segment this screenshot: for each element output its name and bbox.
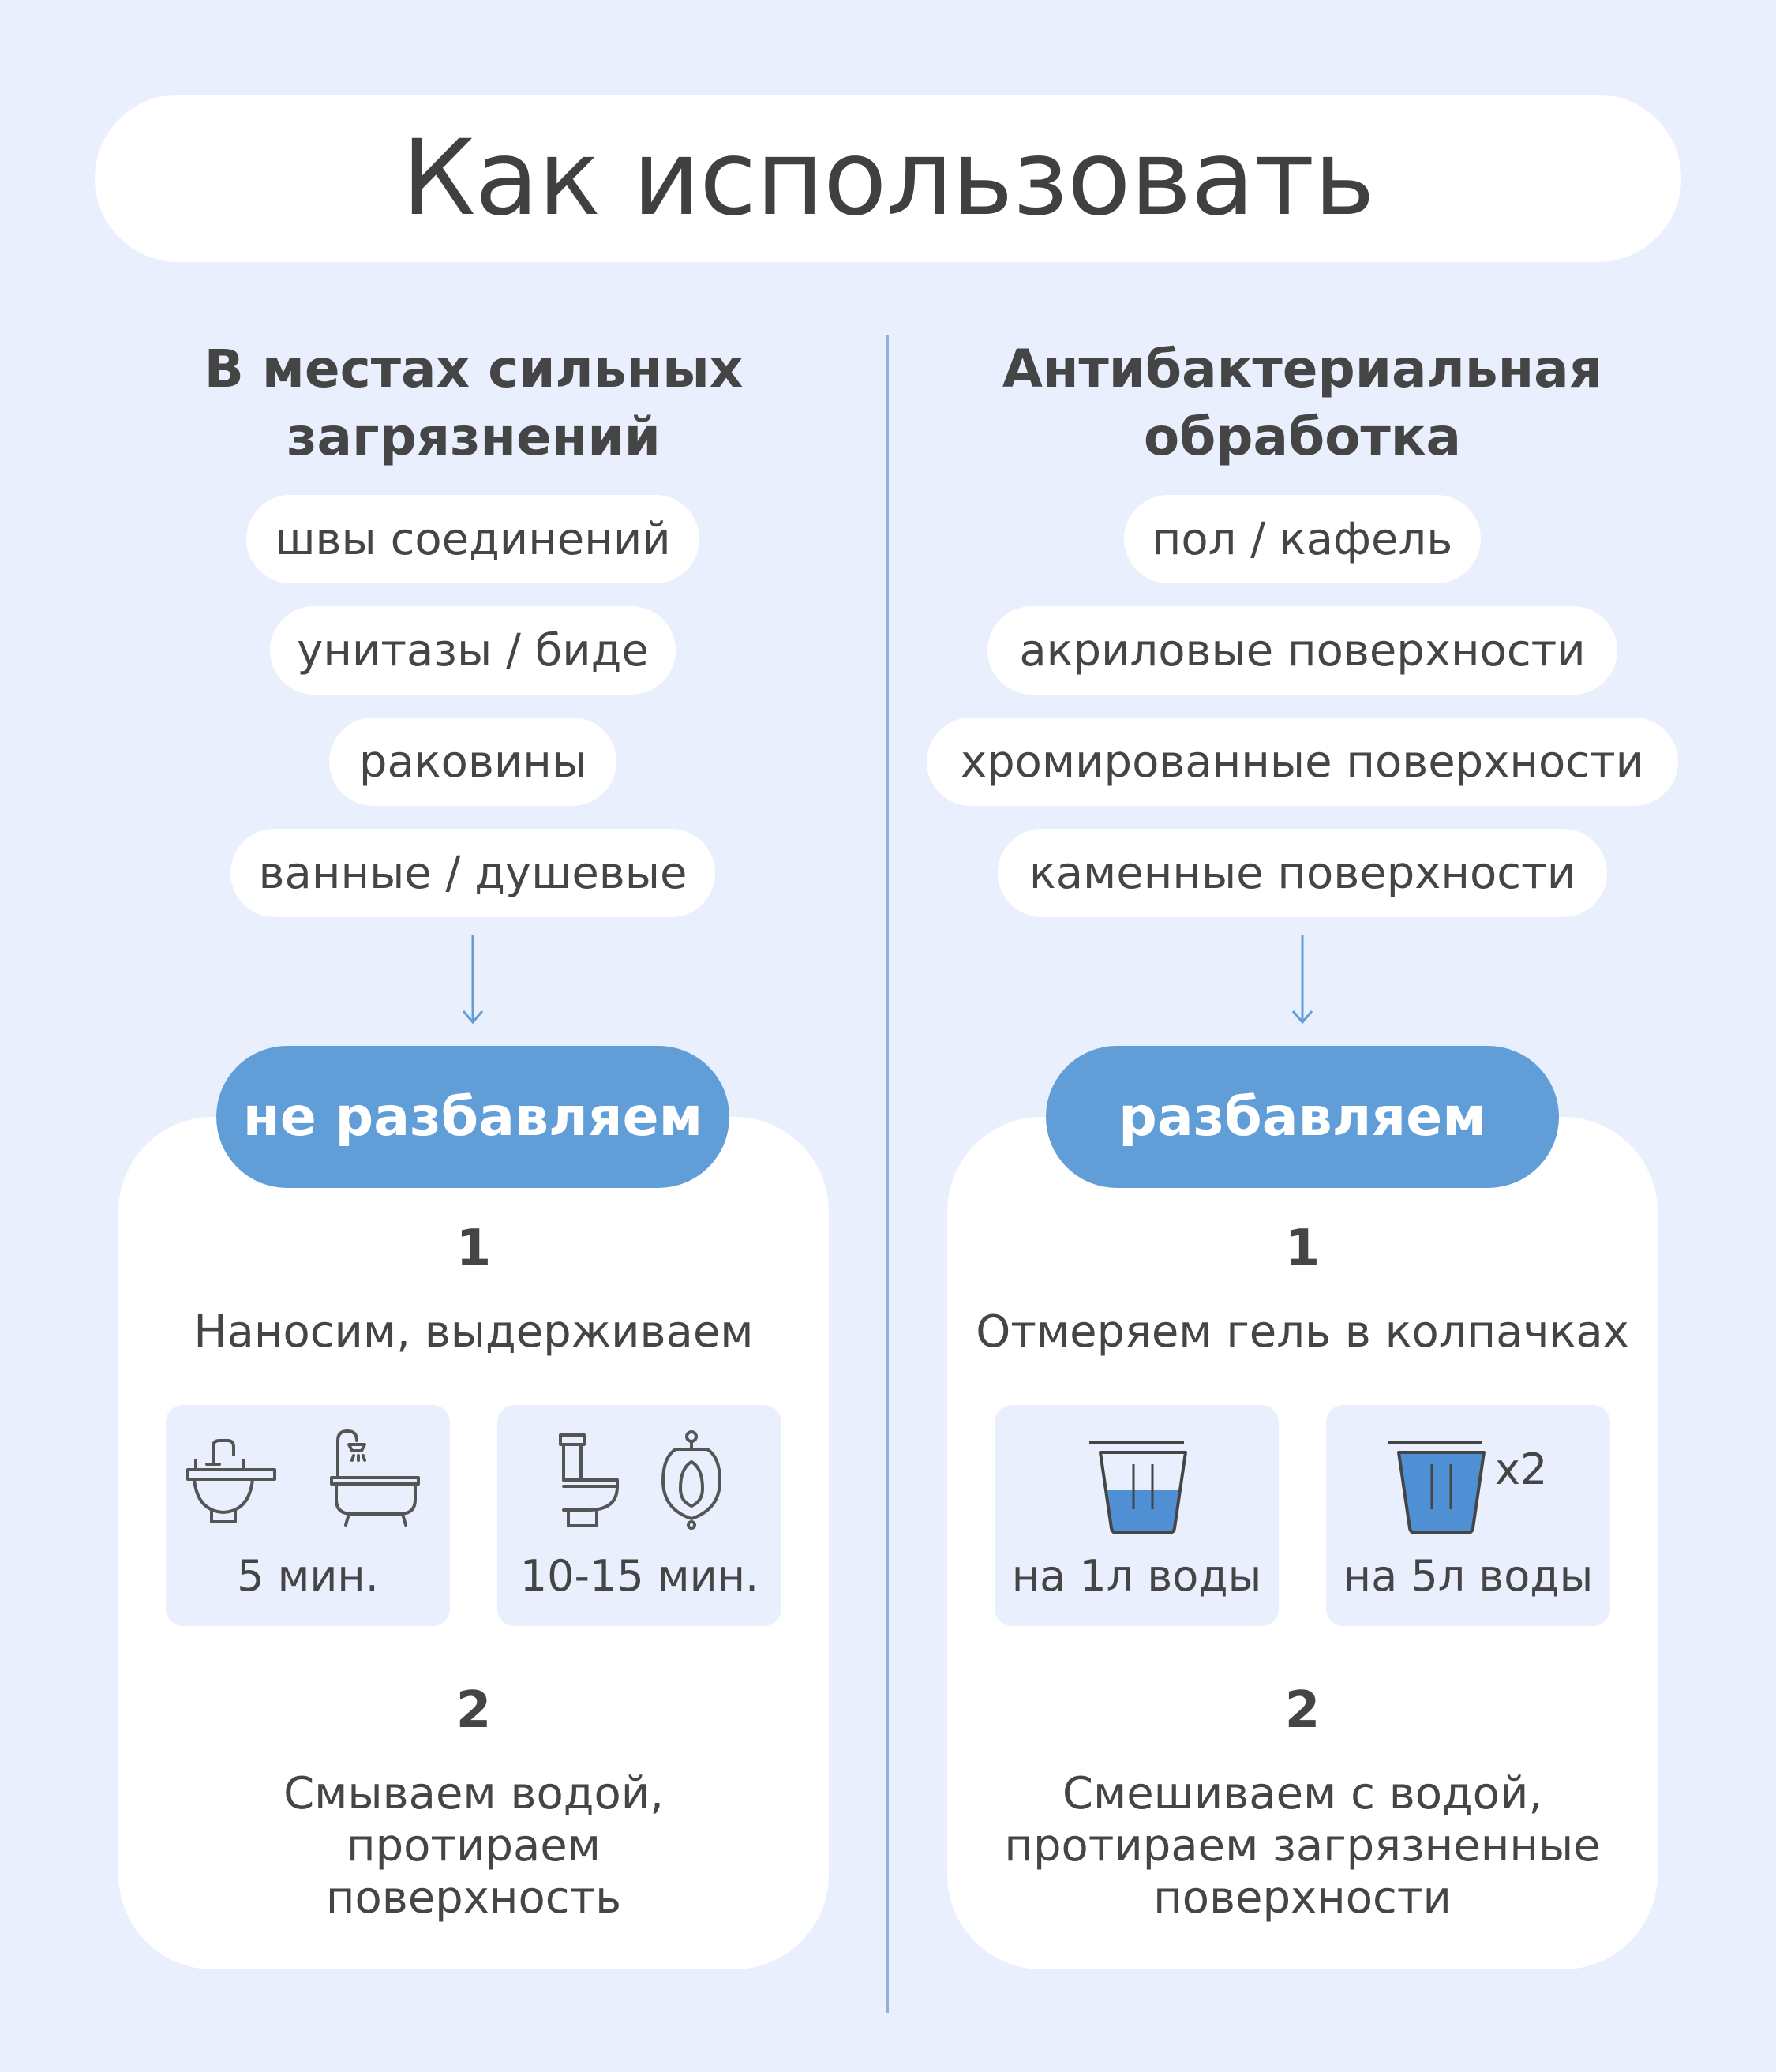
chip-stone: каменные поверхности — [998, 829, 1607, 917]
badge-undiluted: не разбавляем — [216, 1046, 729, 1188]
tile-cup-5l-icons — [1326, 1421, 1610, 1539]
right-step2-line-3: поверхности — [1153, 1872, 1452, 1924]
right-step2-line-2: протираем загрязненные — [1004, 1820, 1601, 1872]
left-step2-number: 2 — [455, 1681, 492, 1740]
tile-toilet-urinal — [497, 1405, 781, 1626]
tile-toilet-urinal-label: 10-15 мин. — [519, 1551, 759, 1601]
right-step1-text — [947, 1306, 1658, 1358]
tile-cup-1l-icons — [995, 1421, 1279, 1539]
tile-cup-1l — [995, 1405, 1279, 1626]
tile-cup-5l-label: на 5л воды — [1343, 1551, 1594, 1601]
toilet-icon — [560, 1435, 617, 1526]
cup-half-icon — [1089, 1443, 1186, 1533]
chip-baths: ванные / душевые — [230, 829, 715, 917]
badge-diluted: разбавляем — [1046, 1046, 1559, 1188]
chip-seams: швы соединений — [246, 495, 699, 583]
right-step2-text — [947, 1768, 1658, 1924]
left-heading — [118, 335, 829, 471]
left-step2-line-3: поверхность — [325, 1872, 622, 1924]
right-step2-line-1: Смешиваем с водой, — [1062, 1768, 1543, 1819]
tile-toilet-urinal-icons — [497, 1421, 781, 1539]
multiplier-x2: x2 — [1495, 1444, 1548, 1494]
right-step1-number: 1 — [1284, 1220, 1321, 1278]
tile-sink-bath — [166, 1405, 450, 1626]
title-banner — [95, 95, 1681, 262]
right-heading-line-2: обработка — [1143, 407, 1462, 467]
column-divider — [886, 335, 889, 2013]
sink-icon — [188, 1441, 275, 1522]
bathtub-icon — [332, 1431, 418, 1525]
left-step2-line-2: протираем — [347, 1820, 601, 1872]
urinal-icon — [663, 1432, 720, 1528]
right-arrow-down-icon — [1291, 935, 1314, 1026]
tile-sink-bath-label: 5 мин. — [237, 1551, 379, 1601]
right-heading-line-1: Антибактериальная — [1002, 339, 1603, 399]
chip-chrome: хромированные поверхности — [927, 718, 1678, 806]
left-heading-line-1: В местах сильных — [204, 339, 744, 399]
tile-cup-5l — [1326, 1405, 1610, 1626]
left-step1-number: 1 — [455, 1220, 492, 1278]
left-arrow-down-icon — [461, 935, 485, 1026]
left-step2-text — [118, 1768, 829, 1924]
tile-sink-bath-icons — [166, 1421, 450, 1539]
left-heading-line-2: загрязнений — [287, 407, 661, 467]
chip-sinks: раковины — [329, 718, 616, 806]
chip-floor: пол / кафель — [1124, 495, 1481, 583]
right-step1-text-line: Отмеряем гель в колпачках — [976, 1306, 1629, 1358]
left-step1-text — [118, 1306, 829, 1358]
page-title: Как использовать — [401, 118, 1375, 239]
tile-cup-1l-label: на 1л воды — [1011, 1551, 1262, 1601]
right-step2-number: 2 — [1284, 1681, 1321, 1740]
right-heading — [947, 335, 1658, 471]
chip-acrylic: акриловые поверхности — [987, 606, 1617, 695]
chip-toilets: унитазы / биде — [270, 606, 676, 695]
left-step1-text-line: Наносим, выдерживаем — [193, 1306, 754, 1358]
cup-full-icon — [1388, 1443, 1484, 1533]
left-step2-line-1: Смываем водой, — [283, 1768, 664, 1819]
